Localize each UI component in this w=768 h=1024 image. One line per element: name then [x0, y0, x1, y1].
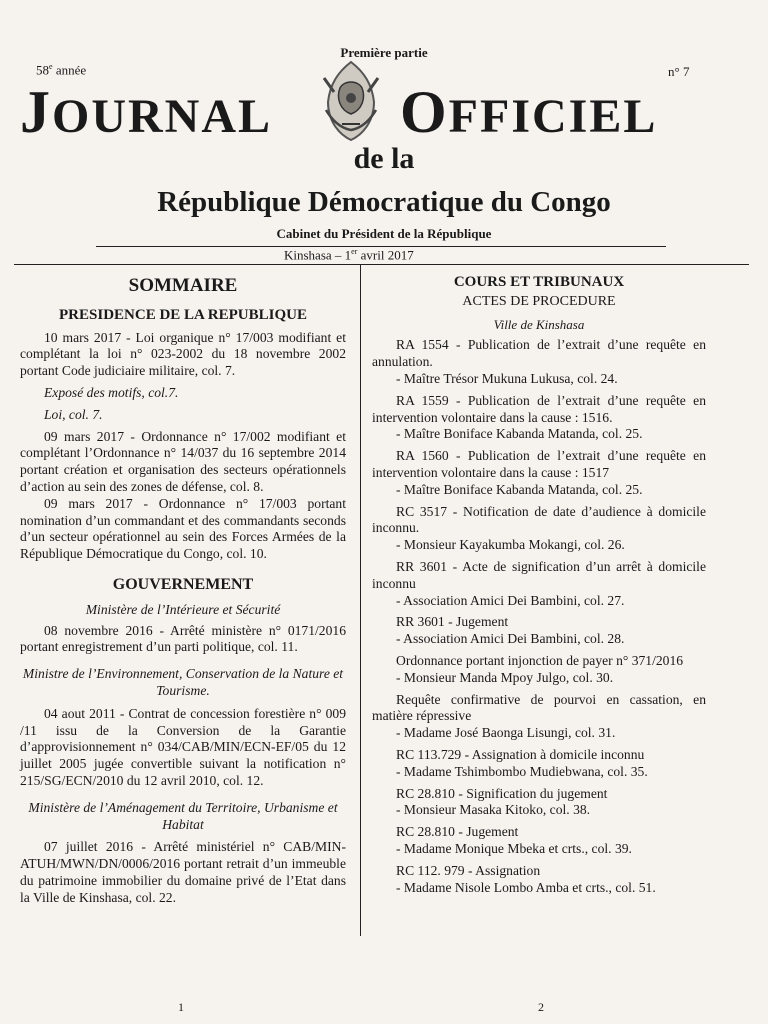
issue-date: Kinshasa – 1er avril 2017: [284, 247, 414, 263]
ministry-amenagement: Ministère de l’Aménagement du Territoire, Urbanisme et Habitat: [28, 799, 338, 832]
court-entry-party: - Madame Nisole Lombo Amba et crts., col. 51.: [396, 879, 656, 895]
court-entry-title: RC 28.810 - Signification du jugement: [396, 785, 608, 801]
masthead-journal: JOURNAL: [20, 79, 273, 145]
court-entry: [372, 504, 706, 554]
year-label: 58e année: [36, 62, 87, 78]
ville-heading: Ville de Kinshasa: [493, 316, 585, 332]
court-entry: [372, 337, 706, 387]
presidence-heading: PRESIDENCE DE LA REPUBLIQUE: [59, 306, 307, 323]
right-column: [372, 274, 706, 896]
actes-heading: ACTES DE PROCEDURE: [462, 293, 616, 309]
column-divider: [360, 264, 361, 936]
masthead-officiel: OFFICIEL: [400, 79, 658, 145]
court-entry-party: - Maître Boniface Kabanda Matanda, col. 25.: [396, 426, 643, 442]
issue-number: n° 7: [668, 64, 690, 79]
cours-heading: COURS ET TRIBUNAUX: [453, 274, 625, 290]
court-entries-list: [372, 337, 706, 896]
court-entry-title: RC 113.729 - Assignation à domicile inconnu: [396, 746, 645, 762]
cabinet-label: Cabinet du Président de la République: [276, 226, 492, 241]
court-entry-party: - Maître Trésor Mukuna Lukusa, col. 24.: [396, 370, 618, 386]
court-entry-title: RC 112. 979 - Assignation: [396, 862, 541, 878]
court-entry: [372, 393, 706, 443]
court-entry-party: - Monsieur Masaka Kitoko, col. 38.: [396, 802, 591, 818]
entry-ordonnance-17-002: 09 mars 2017 - Ordonnance n° 17/002 modifiant et complétant l’Ordonnance n° 14/037 du 16 septembre 2014 portant création et organisation des secteurs opérationnels d’action au sein des zones de défense, col. 8.: [20, 428, 346, 494]
court-entry-party: - Association Amici Dei Bambini, col. 28.: [396, 631, 625, 647]
entry-arrete-0171: 08 novembre 2016 - Arrêté ministère n° 0171/2016 portant enregistrement d’un parti politique, col. 11.: [20, 622, 346, 655]
court-entry-title: RC 28.810 - Jugement: [396, 824, 519, 840]
gouvernement-heading: GOUVERNEMENT: [112, 575, 254, 593]
court-entry-title: Ordonnance portant injonction de payer n° 371/2016: [396, 652, 684, 668]
court-entry: [372, 747, 706, 781]
entry-expose-motifs: Exposé des motifs, col.7.: [44, 384, 179, 400]
coat-of-arms-seal: [318, 58, 384, 142]
entry-contrat-concession: 04 aout 2011 - Contrat de concession forestière n° 009 /11 issu de la Conversion de la Garantie d’approvisionnement n° 034/CAB/MIN/ECN-EF/05 du 12 juillet 2005 jugée convertible suivant la notification n° 215/SG/ECN/2010 du 12 avril 2010, col. 12.: [20, 705, 346, 788]
court-entry-title: Requête confirmative de pourvoi en cassation, en matière répressive: [372, 691, 706, 724]
court-entry-title: RA 1554 - Publication de l’extrait d’une requête en annulation.: [372, 337, 706, 370]
country-title: République Démocratique du Congo: [157, 186, 611, 218]
entry-arrete-retrait: 07 juillet 2016 - Arrêté ministériel n° CAB/MIN-ATUH/MWN/DN/0006/2016 portant retrait d’un immeuble du patrimoine immobilier du domaine privé de l’Etat dans la Ville de Kinshasa, col. 22.: [20, 839, 346, 905]
page-number-left: 1: [178, 1000, 184, 1014]
header-rule-bottom: [14, 264, 749, 265]
ministry-environnement: Ministre de l’Environnement, Conservation de la Nature et Tourisme.: [22, 666, 344, 698]
court-entry: [372, 824, 706, 858]
court-entry-title: RA 1560 - Publication de l’extrait d’une requête en intervention volontaire dans la cause : 1517: [372, 448, 706, 480]
court-entry: [372, 653, 706, 687]
court-entry-party: - Monsieur Kayakumba Mokangi, col. 26.: [396, 537, 625, 553]
court-entry-title: RR 3601 - Jugement: [396, 614, 509, 630]
court-entry-title: RA 1559 - Publication de l’extrait d’une requête en intervention volontaire dans la cause : 1516.: [372, 392, 706, 425]
court-entry-party: - Maître Boniface Kabanda Matanda, col. 25.: [396, 481, 643, 497]
sommaire-heading: SOMMAIRE: [128, 275, 238, 296]
court-entry: [372, 786, 706, 820]
court-entry-title: RC 3517 - Notification de date d’audience à domicile inconnu.: [372, 503, 706, 536]
edition-part-label: Première partie: [340, 45, 428, 60]
court-entry: [372, 559, 706, 609]
subtitle-de-la: de la: [353, 142, 415, 175]
court-entry-party: - Madame Monique Mbeka et crts., col. 39.: [396, 840, 632, 856]
court-entry: [372, 692, 706, 742]
entry-loi: Loi, col. 7.: [44, 406, 103, 422]
ministry-interieur: Ministère de l’Intérieure et Sécurité: [85, 601, 281, 617]
court-entry: [372, 863, 706, 897]
court-entry-party: - Madame José Baonga Lisungi, col. 31.: [396, 725, 616, 741]
entry-ordonnance-17-003: 09 mars 2017 - Ordonnance n° 17/003 portant nomination d’un commandant et des commandants seconds d’un secteur opérationnel au sein des Forces Armées de la République Démocratique du Congo, col. 10.: [20, 495, 346, 562]
left-column: [20, 275, 346, 907]
page-number-right: 2: [538, 1000, 544, 1014]
court-entry-party: - Monsieur Manda Mpoy Julgo, col. 30.: [396, 669, 614, 685]
court-entry-party: - Madame Tshimbombo Mudiebwana, col. 35.: [396, 763, 648, 779]
court-entry: [372, 448, 706, 498]
court-entry: [372, 614, 706, 648]
entry-loi-organique: 10 mars 2017 - Loi organique n° 17/003 modifiant et complétant la loi n° 023-2002 du 18 novembre 2002 portant Code judiciaire militaire, col. 7.: [20, 329, 346, 379]
court-entry-party: - Association Amici Dei Bambini, col. 27.: [396, 592, 625, 608]
court-entry-title: RR 3601 - Acte de signification d’un arrêt à domicile inconnu: [372, 558, 706, 591]
